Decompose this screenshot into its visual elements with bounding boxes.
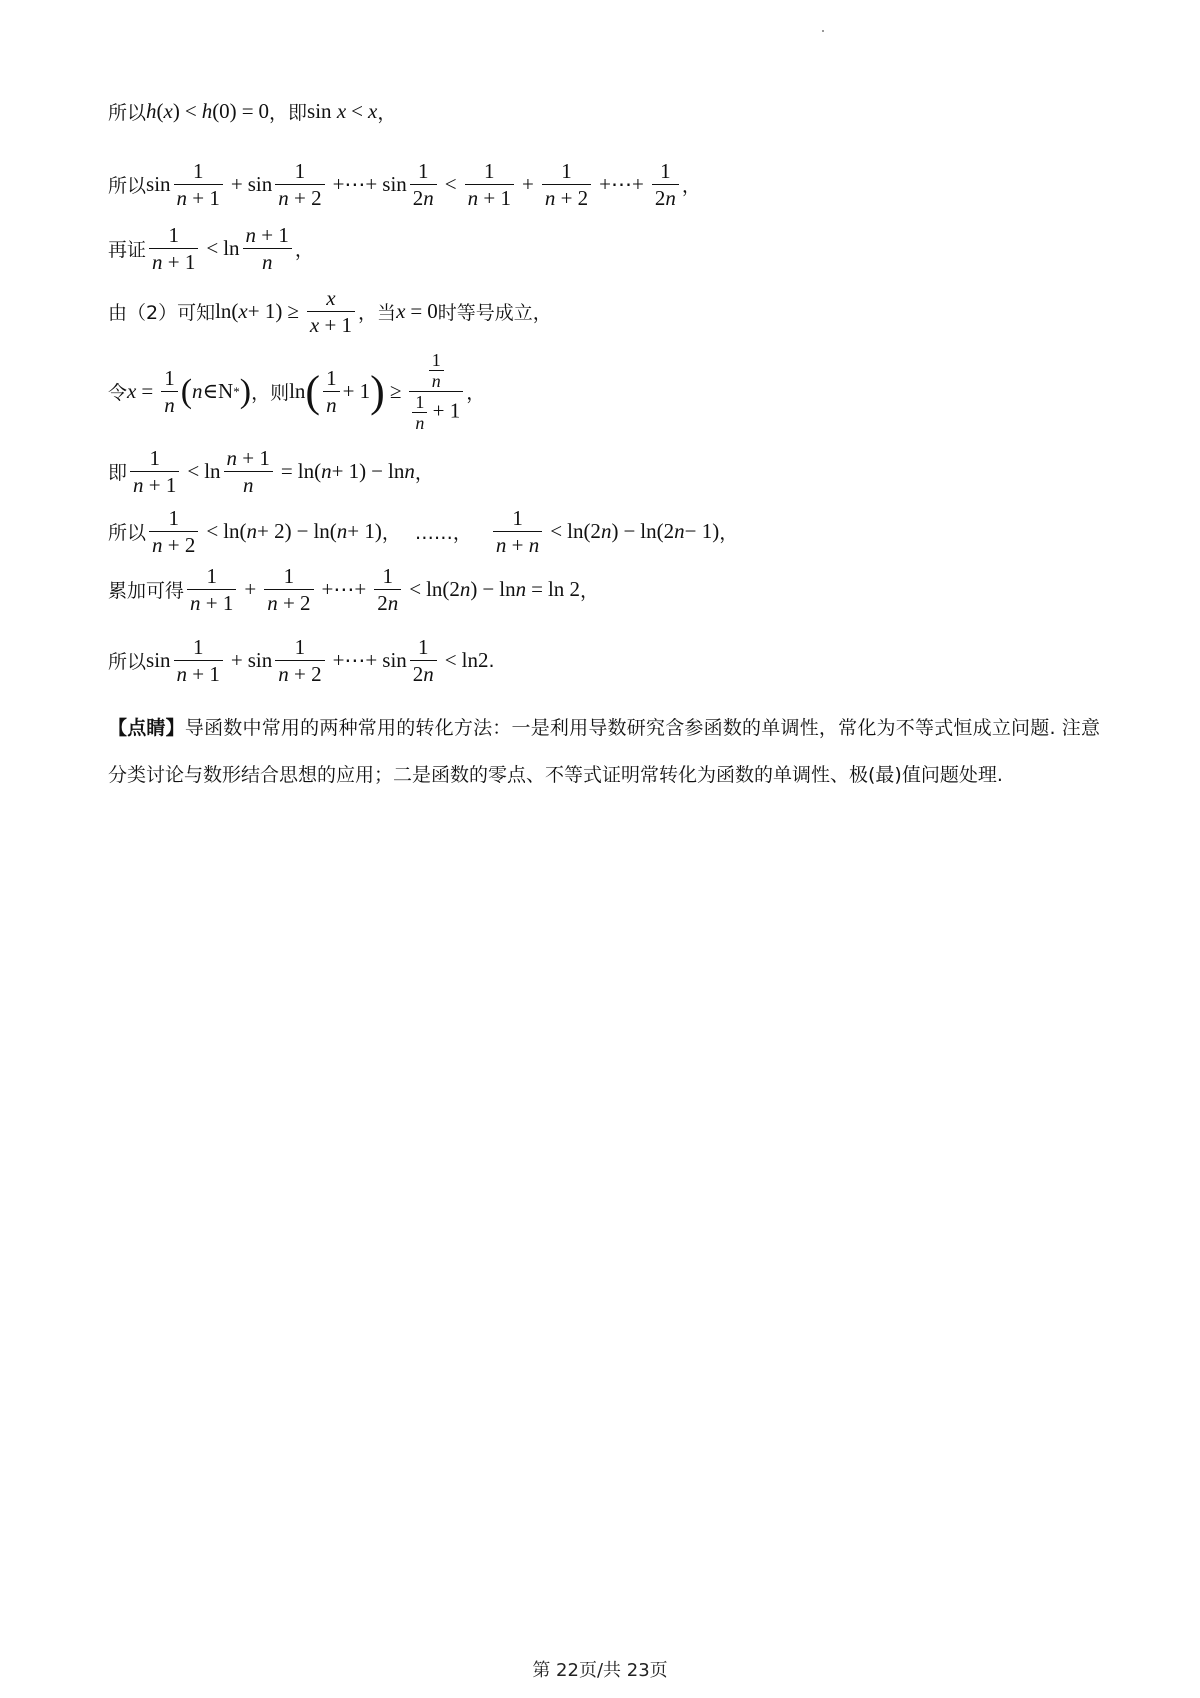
- formula: sin $\frac{1}{n + 1}$ + sin $\frac{1}{n + 2}$ +⋯+ sin $\frac{1}{2n}$ < $\frac{1}{n + 1}$ + $\frac{1}{n + 2}$ +⋯+ $\frac{1}{2n}$: [146, 158, 682, 211]
- text: ，: [580, 580, 600, 602]
- proof-line-4: [108, 285, 552, 338]
- page-footer: 第 22页/共 23页: [532, 1660, 668, 1681]
- text: ，: [466, 382, 486, 404]
- text: ，: [294, 239, 314, 261]
- proof-line-8: [108, 563, 599, 616]
- text: ，: [681, 175, 701, 197]
- formula: sin $\frac{1}{n + 1}$ + sin $\frac{1}{n + 2}$ +⋯+ sin $\frac{1}{2n}$ < ln2: [146, 635, 489, 686]
- ellipsis: ……，: [414, 522, 472, 544]
- formula: ln( x + 1) ≥ $\frac{x}{x + 1}$: [215, 285, 358, 338]
- corner-mark: [822, 30, 824, 32]
- formula: $\frac{1}{n + 1}$ + $\frac{1}{n + 2}$ +⋯+ $\frac{1}{2n}$ < ln(2 n ) − ln n = ln 2: [184, 563, 580, 616]
- formula: $\frac{1}{n + 2}$ < ln( n + 2) − ln( n + 1): [146, 505, 382, 558]
- text: 即: [108, 462, 128, 484]
- formula: h(x) < h(0) = 0: [146, 99, 270, 123]
- text: ，即: [269, 102, 308, 124]
- proof-line-5: [108, 350, 485, 433]
- note-text: 导函数中常用的两种常用的转化方法：一是利用导数研究含参函数的单调性，常化为不等式恒成立问题. 注意分类讨论与数形结合思想的应用；二是函数的零点、不等式证明常转化为函数的单调性、极(最)值问题处理.: [108, 717, 1100, 786]
- formula: sin x < x: [307, 99, 378, 123]
- proof-line-6: [108, 445, 434, 498]
- key-points-note: [108, 705, 1100, 799]
- formula: $\frac{1}{n + 1}$ < ln $\frac{n + 1}{n}$: [146, 222, 295, 275]
- text: 所以: [108, 175, 147, 197]
- text: 累加可得: [108, 580, 185, 602]
- text: ，: [414, 462, 434, 484]
- text: ，当: [358, 302, 397, 324]
- text: 由（2）可知: [108, 302, 216, 324]
- formula: x = 0: [396, 299, 438, 323]
- formula: x = $\frac{1}{n}$ ( n ∈N * ): [127, 366, 252, 417]
- text: 所以: [108, 522, 147, 544]
- text: .: [488, 649, 495, 672]
- text: 再证: [108, 239, 147, 261]
- formula: ln ( $\frac{1}{n}$ + 1 ) ≥ $\frac{1}{n}$ $\frac{1}{n}$ + 1: [289, 350, 466, 433]
- text: ，: [719, 522, 739, 544]
- text: 所以: [108, 102, 147, 124]
- text: 所以: [108, 651, 147, 673]
- proof-line-9: [108, 634, 495, 687]
- text: ，则: [251, 382, 290, 404]
- proof-line-2: [108, 158, 701, 211]
- formula: $\frac{1}{n + n}$ < ln(2 n ) − ln(2 n − 1): [490, 505, 719, 558]
- text: 时等号成立，: [437, 302, 552, 324]
- proof-line-1: [108, 98, 396, 125]
- text: 令: [108, 382, 128, 404]
- note-label: 【点睛】: [108, 717, 185, 739]
- proof-line-7: [108, 505, 738, 558]
- text: ，: [381, 522, 401, 544]
- proof-line-3: [108, 222, 314, 275]
- formula: $\frac{1}{n + 1}$ < ln $\frac{n + 1}{n}$ = ln( n + 1) − ln n: [127, 445, 415, 498]
- text: ，: [377, 102, 397, 124]
